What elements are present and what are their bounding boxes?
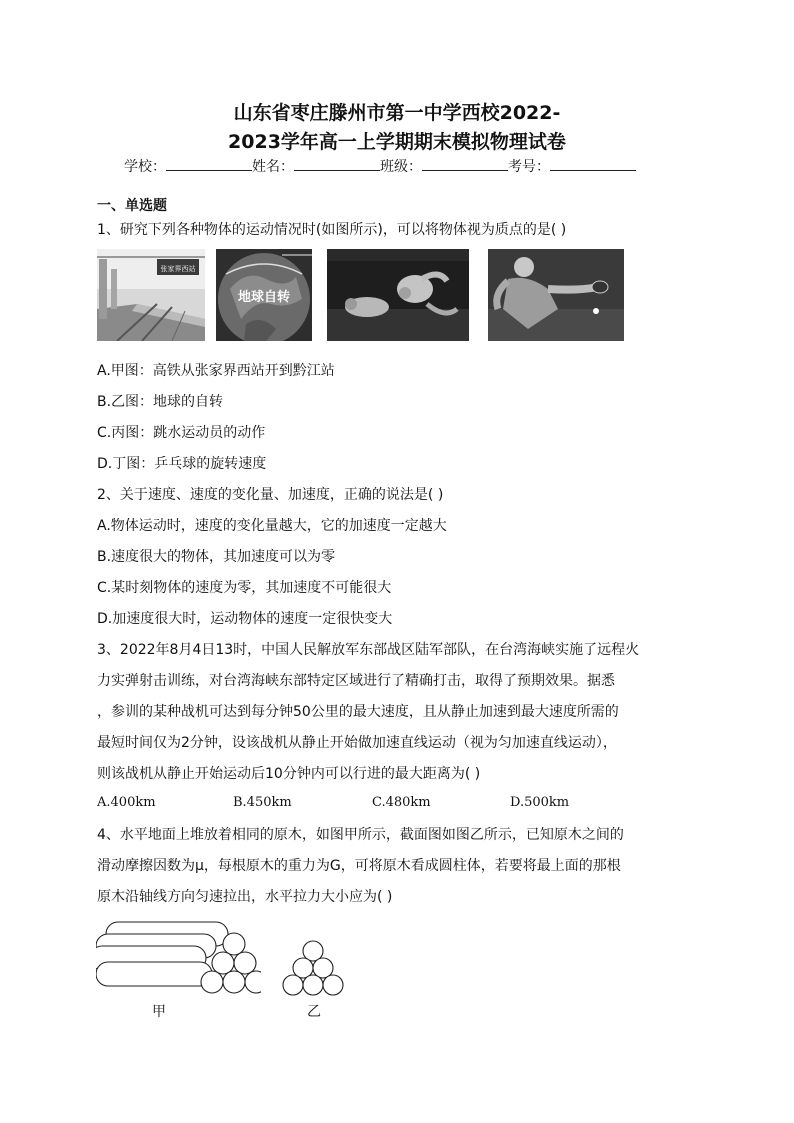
- exam-no-label: 考号：: [508, 159, 550, 175]
- q3-line-1: 3、2022年8月4日13时，中国人民解放军东部战区陆军部队，在台湾海峡实施了远程火: [97, 642, 640, 658]
- q3-line-4: 最短时间仅为2分钟，设该战机从静止开始做加速直线运动（视为匀加速直线运动），: [97, 735, 617, 751]
- earth-rotation-text: 地球自转: [237, 290, 291, 305]
- exam-no-blank[interactable]: [550, 156, 636, 171]
- image-table-tennis: [488, 249, 624, 341]
- q2-option-a: A.物体运动时，速度的变化量越大，它的加速度一定越大: [97, 518, 447, 534]
- q2-stem: 2、关于速度、速度的变化量、加速度，正确的说法是( ): [97, 487, 444, 503]
- q4-line-3: 原木沿轴线方向匀速拉出，水平拉力大小应为( ): [97, 889, 393, 905]
- q1-option-c: C.丙图：跳水运动员的动作: [97, 425, 266, 441]
- name-label: 姓名：: [252, 159, 294, 175]
- page-title-line1: 山东省枣庄滕州市第一中学西校2022-: [233, 102, 561, 124]
- q3-option-b: B.450km: [233, 795, 292, 810]
- class-label: 班级：: [380, 159, 422, 175]
- q3-option-c: C.480km: [372, 795, 431, 810]
- image-earth: [216, 249, 312, 341]
- q3-line-3: ，参训的某种战机可达到每分钟50公里的最大速度，且从静止加速到最大速度所需的: [97, 704, 619, 720]
- section-heading: 一、单选题: [97, 198, 167, 214]
- station-sign-text: 张家界西站: [160, 265, 196, 273]
- page-title-line2: 2023学年高一上学期期末模拟物理试卷: [228, 131, 566, 153]
- log-cross-section-figure: [282, 940, 344, 998]
- figure-caption-yi: 乙: [307, 1004, 321, 1020]
- q2-option-c: C.某时刻物体的速度为零，其加速度不可能很大: [97, 580, 392, 596]
- q4-line-2: 滑动摩擦因数为μ，每根原木的重力为G，可将原木看成圆柱体，若要将最上面的那根: [97, 858, 621, 874]
- figure-caption-jia: 甲: [152, 1004, 166, 1020]
- q1-option-d: D.丁图：乒乓球的旋转速度: [97, 456, 267, 472]
- class-blank[interactable]: [422, 156, 508, 171]
- q3-option-d: D.500km: [510, 795, 570, 810]
- school-blank[interactable]: [166, 156, 252, 171]
- image-diver: [327, 249, 469, 341]
- log-pile-figure: [96, 914, 261, 999]
- student-info-row: [124, 156, 636, 176]
- q3-line-5: 则该战机从静止开始运动后10分钟内可以行进的最大距离为( ): [97, 766, 481, 782]
- q2-option-b: B.速度很大的物体，其加速度可以为零: [97, 549, 336, 565]
- q1-option-a: A.甲图：高铁从张家界西站开到黔江站: [97, 363, 335, 379]
- q1-option-b: B.乙图：地球的自转: [97, 394, 224, 410]
- school-label: 学校：: [124, 159, 166, 175]
- q3-line-2: 力实弹射击训练，对台湾海峡东部特定区域进行了精确打击，取得了预期效果。据悉: [97, 673, 615, 689]
- q4-line-1: 4、水平地面上堆放着相同的原木，如图甲所示，截面图如图乙所示，已知原木之间的: [97, 827, 624, 843]
- q3-option-a: A.400km: [97, 795, 156, 810]
- q2-option-d: D.加速度很大时，运动物体的速度一定很快变大: [97, 611, 393, 627]
- name-blank[interactable]: [294, 156, 380, 171]
- image-train-station: [97, 249, 205, 341]
- q1-stem: 1、研究下列各种物体的运动情况时(如图所示)，可以将物体视为质点的是( ): [97, 222, 567, 238]
